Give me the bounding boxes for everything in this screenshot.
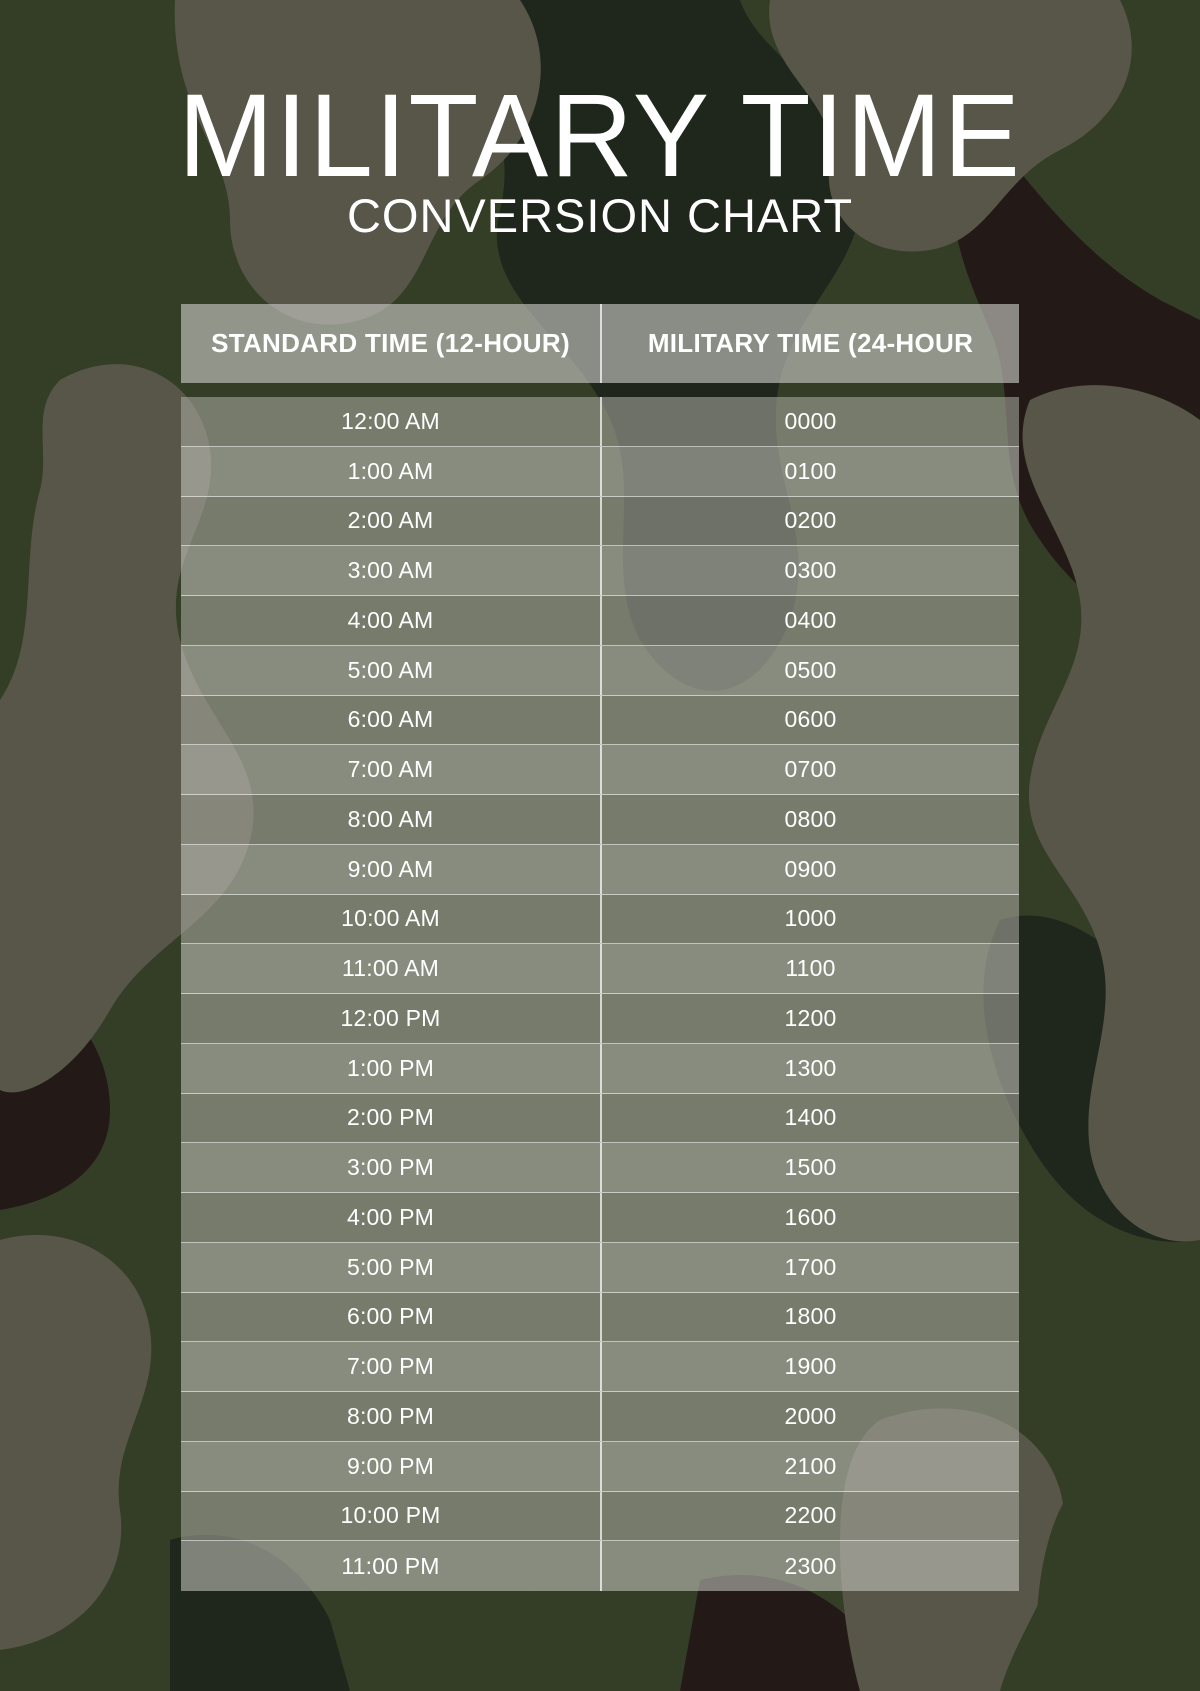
table-row — [181, 1143, 1019, 1193]
standard-time-cell: 5:00 PM — [181, 1243, 602, 1292]
page-subtitle: CONVERSION CHART — [346, 189, 854, 242]
table-row — [181, 696, 1019, 746]
table-row — [181, 1392, 1019, 1442]
table-row — [181, 596, 1019, 646]
military-time-cell: 2000 — [784, 1402, 837, 1429]
table-row — [181, 397, 1019, 447]
table-row — [181, 895, 1019, 945]
standard-time-cell: 12:00 AM — [181, 397, 602, 446]
military-time-cell: 1500 — [784, 1154, 837, 1181]
standard-time-cell: 7:00 PM — [181, 1342, 602, 1391]
standard-time-cell: 10:00 PM — [181, 1492, 602, 1541]
table-row — [181, 1094, 1019, 1144]
military-time-cell: 0800 — [784, 805, 837, 832]
military-time-cell: 1400 — [784, 1104, 837, 1131]
military-time-cell: 0400 — [784, 606, 837, 633]
table-row — [181, 646, 1019, 696]
standard-time-cell: 11:00 AM — [181, 944, 602, 993]
header-standard-time: STANDARD TIME (12-HOUR) — [181, 304, 602, 383]
table-row — [181, 944, 1019, 994]
military-time-cell: 2200 — [784, 1502, 837, 1529]
military-time-cell: 1700 — [784, 1253, 837, 1280]
table-row — [181, 845, 1019, 895]
table-row — [181, 497, 1019, 547]
standard-time-cell: 3:00 PM — [181, 1143, 602, 1192]
table-row — [181, 1193, 1019, 1243]
military-time-cell: 2300 — [784, 1552, 837, 1579]
table-row — [181, 795, 1019, 845]
standard-time-cell: 2:00 AM — [181, 497, 602, 546]
military-time-cell: 2100 — [784, 1452, 837, 1479]
military-time-cell: 1600 — [784, 1203, 837, 1230]
header-military-time: MILITARY TIME (24-HOUR — [647, 328, 974, 358]
table-row — [181, 546, 1019, 596]
table-row — [181, 1342, 1019, 1392]
military-time-cell: 0700 — [784, 756, 837, 783]
standard-time-cell: 6:00 PM — [181, 1293, 602, 1342]
standard-time-cell: 8:00 AM — [181, 795, 602, 844]
standard-time-cell: 8:00 PM — [181, 1392, 602, 1441]
military-time-cell: 0100 — [784, 457, 837, 484]
military-time-cell: 1300 — [784, 1054, 837, 1081]
page-title: MILITARY TIME — [178, 70, 1022, 202]
table-row — [181, 994, 1019, 1044]
standard-time-cell: 2:00 PM — [181, 1094, 602, 1143]
table-row — [181, 447, 1019, 497]
standard-time-cell: 3:00 AM — [181, 546, 602, 595]
conversion-table — [181, 304, 1019, 1591]
military-time-cell: 1100 — [785, 955, 836, 982]
standard-time-cell: 5:00 AM — [181, 646, 602, 695]
military-time-cell: 0300 — [784, 557, 837, 584]
military-time-cell: 0600 — [784, 706, 837, 733]
table-header — [181, 304, 1019, 383]
military-time-cell: 1200 — [784, 1004, 837, 1031]
standard-time-cell: 4:00 PM — [181, 1193, 602, 1242]
standard-time-cell: 11:00 PM — [181, 1541, 602, 1591]
standard-time-cell: 7:00 AM — [181, 745, 602, 794]
table-body — [181, 397, 1019, 1591]
military-time-cell: 1000 — [784, 905, 837, 932]
military-time-cell: 0000 — [784, 407, 837, 434]
table-row — [181, 1541, 1019, 1591]
military-time-cell: 1800 — [784, 1303, 837, 1330]
military-time-cell: 0900 — [784, 855, 837, 882]
military-time-cell: 0500 — [784, 656, 837, 683]
military-time-cell: 0200 — [784, 507, 837, 534]
standard-time-cell: 12:00 PM — [181, 994, 602, 1043]
standard-time-cell: 1:00 PM — [181, 1044, 602, 1093]
standard-time-cell: 6:00 AM — [181, 696, 602, 745]
table-row — [181, 1044, 1019, 1094]
standard-time-cell: 9:00 AM — [181, 845, 602, 894]
table-row — [181, 1492, 1019, 1542]
standard-time-cell: 10:00 AM — [181, 895, 602, 944]
table-row — [181, 1442, 1019, 1492]
standard-time-cell: 4:00 AM — [181, 596, 602, 645]
table-row — [181, 745, 1019, 795]
military-time-cell: 1900 — [784, 1353, 837, 1380]
standard-time-cell: 9:00 PM — [181, 1442, 602, 1491]
standard-time-cell: 1:00 AM — [181, 447, 602, 496]
table-row — [181, 1293, 1019, 1343]
table-row — [181, 1243, 1019, 1293]
